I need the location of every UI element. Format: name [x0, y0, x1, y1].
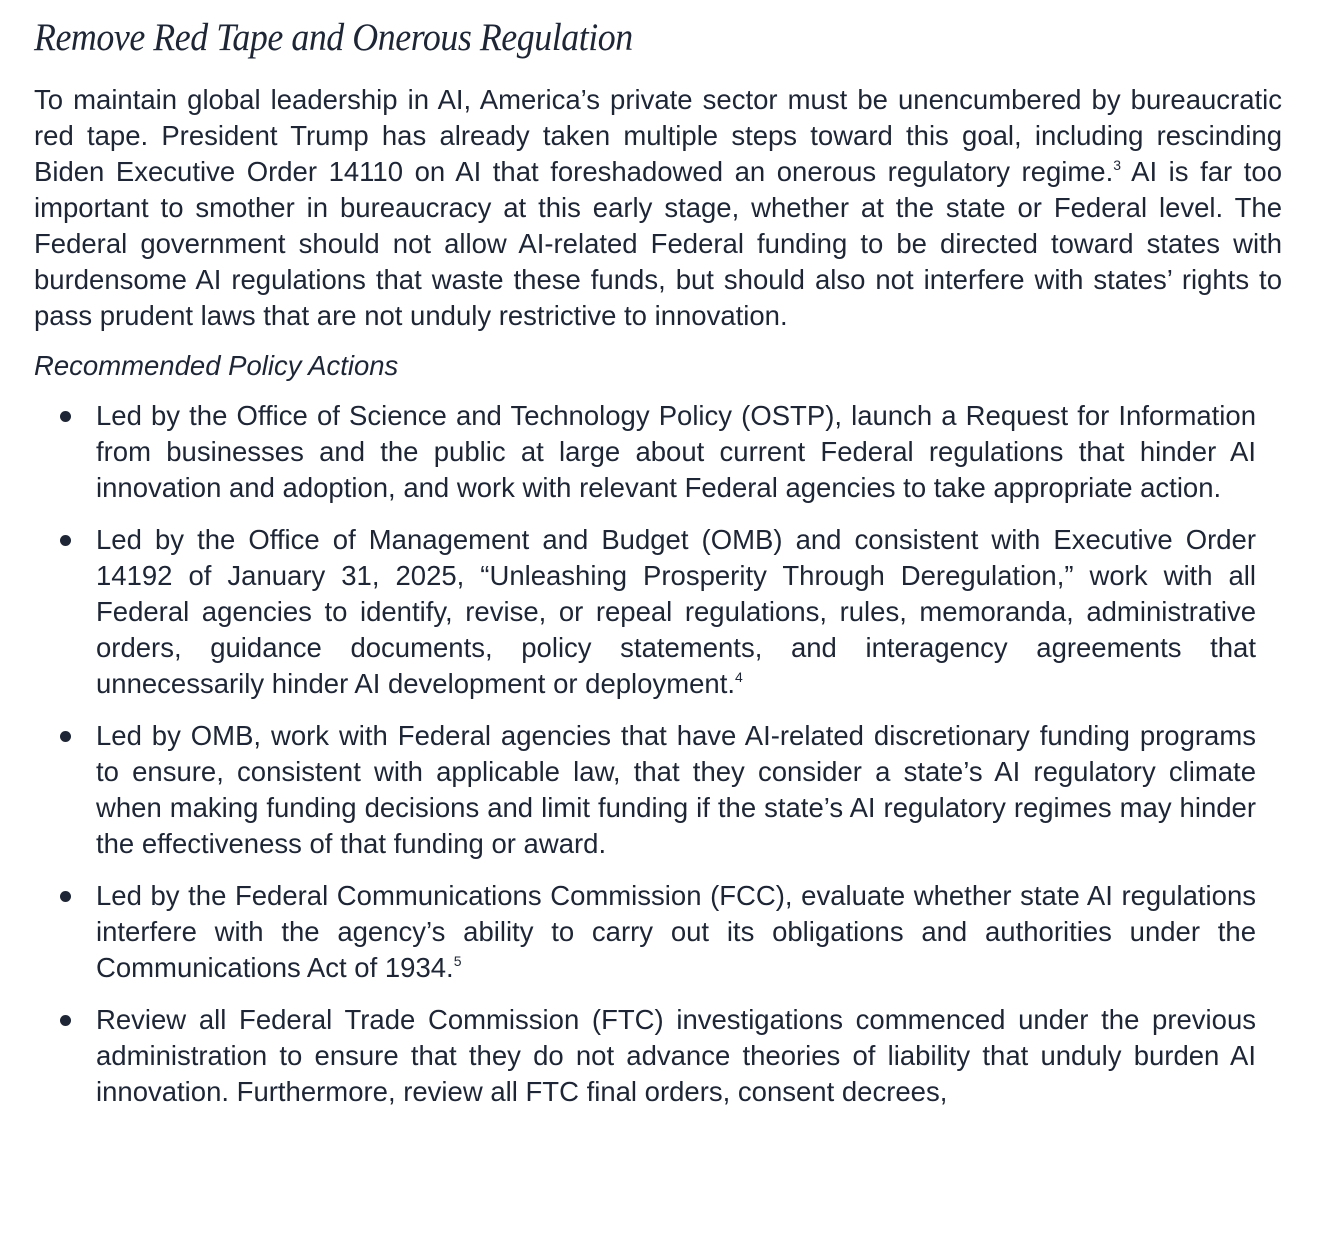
bullet-icon [60, 411, 71, 422]
list-item-text: Led by OMB, work with Federal agencies that have AI-related discretionary funding programs to ensure, consistent with applicable law, that they consider a state’s AI regulatory climate when making funding decisions and limit funding if the state’s AI regulatory regimes may hinder the effectiveness of that funding or award. [96, 720, 1256, 859]
recommended-actions-heading: Recommended Policy Actions [34, 350, 399, 381]
footnote-ref[interactable]: 3 [1113, 157, 1122, 173]
intro-text-after-note: AI is far too important to smother in bureaucracy at this early stage, whether at the state or Federal level. The Federal government should not allow AI-related Federal funding to be directed toward states with burdensome AI regulations that waste these funds, but should also not interfere with states’ rights to pass prudent laws that are not unduly restrictive to innovation. [34, 156, 1282, 331]
list-item-text: Led by the Federal Communications Commission (FCC), evaluate whether state AI regulations interfere with the agency’s ability to carry out its obligations and authorities under the Communications Act of 1934. [96, 880, 1256, 983]
bullet-icon [60, 731, 71, 742]
list-item-text: Review all Federal Trade Commission (FTC) investigations commenced under the previous administration to ensure that they do not advance theories of liability that unduly burden AI innovation. Furthermore, review all FTC final orders, consent decrees, [96, 1004, 1256, 1107]
intro-text-before-note: To maintain global leadership in AI, America’s private sector must be unencumbered by bureaucratic red tape. President Trump has already taken multiple steps toward this goal, including rescinding Biden Executive Order 14110 on AI that foreshadowed an onerous regulatory regime. [34, 84, 1282, 187]
footnote-ref[interactable]: 5 [453, 953, 462, 969]
bullet-icon [60, 535, 71, 546]
list-item [34, 1002, 1256, 1110]
list-item [34, 522, 1256, 702]
list-item [34, 718, 1256, 862]
list-item-text: Led by the Office of Science and Technology Policy (OSTP), launch a Request for Information from businesses and the public at large about current Federal regulations that hinder AI innovation and adoption, and work with relevant Federal agencies to take appropriate action. [96, 400, 1256, 503]
list-item [34, 398, 1256, 506]
list-item [34, 878, 1256, 986]
list-item-text: Led by the Office of Management and Budget (OMB) and consistent with Executive Order 14192 of January 31, 2025, “Unleashing Prosperity Through Deregulation,” work with all Federal agencies to identify, revise, or repeal regulations, rules, memoranda, administrative orders, guidance documents, policy statements, and interagency agreements that unnecessarily hinder AI development or deployment. [96, 524, 1256, 699]
document-page [34, 0, 1282, 1126]
section-title: Remove Red Tape and Onerous Regulation [34, 16, 633, 59]
footnote-ref[interactable]: 4 [735, 669, 743, 685]
bullet-icon [60, 891, 71, 902]
intro-paragraph [34, 82, 1282, 334]
bullet-icon [60, 1015, 71, 1026]
policy-actions-list [34, 398, 1256, 1110]
